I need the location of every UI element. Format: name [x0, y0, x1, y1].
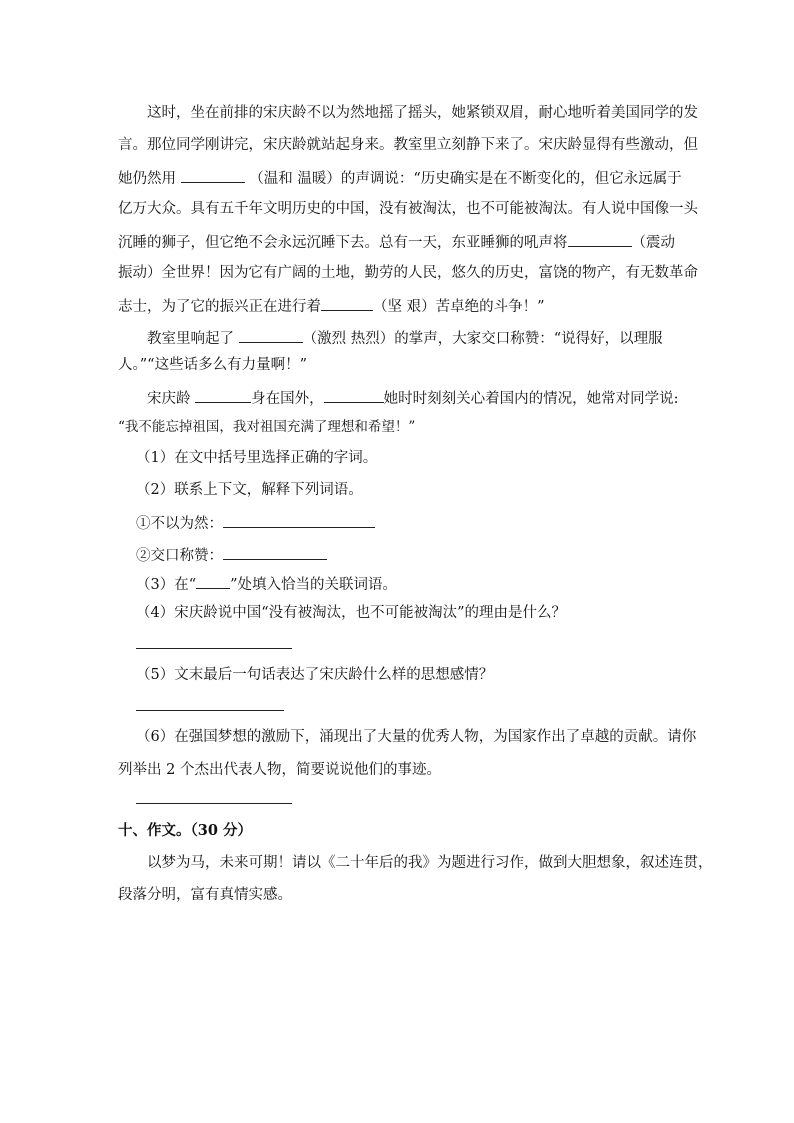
question-text: ②交口称赞：	[136, 548, 223, 564]
passage-text: （温和 温暖）的声调说：“历史确实是在不断变化的，但它永远属于	[249, 171, 682, 187]
passage-line-11: “我不能忘掉祖国，我对祖国充满了理想和希望！”	[118, 419, 416, 435]
fill-blank[interactable]	[195, 388, 251, 403]
passage-text: （震动	[631, 235, 675, 251]
question-2b	[136, 545, 327, 565]
question-2: （2）联系上下文，解释下列词语。	[136, 482, 363, 498]
passage-line-6: 振动）全世界！因为它有广阔的土地，勤劳的人民，悠久的历史，富饶的物产，有无数革命	[118, 265, 698, 281]
passage-text: 志士，为了它的振兴正在进行着	[118, 299, 321, 315]
answer-line-4[interactable]	[136, 648, 292, 649]
passage-text: （坚 艰）苦卓绝的斗争！”	[373, 299, 545, 315]
question-text: ①不以为然：	[136, 516, 223, 532]
passage-line-7	[118, 296, 545, 316]
answer-blank[interactable]	[223, 545, 327, 560]
answer-blank[interactable]	[223, 513, 375, 528]
fill-blank[interactable]	[321, 296, 373, 311]
question-6-line-1: （6）在强国梦想的激励下，涌现出了大量的优秀人物，为国家作出了卓越的贡献。请你	[136, 729, 697, 745]
passage-line-3	[118, 168, 682, 188]
passage-text: 沉睡的狮子，但它绝不会永远沉睡下去。总有一天，东亚睡狮的吼声将	[118, 235, 568, 251]
passage-line-5	[118, 232, 675, 252]
question-6-line-2: 列举出 2 个杰出代表人物，简要说说他们的事迹。	[118, 762, 441, 778]
fill-blank[interactable]	[239, 328, 303, 343]
question-text: （3）在“	[136, 577, 197, 593]
essay-prompt-line-1: 以梦为马，未来可期！请以《二十年后的我》为题进行习作，做到大胆想象，叙述连贯，	[147, 855, 713, 871]
question-1: （1）在文中括号里选择正确的字词。	[136, 450, 378, 466]
question-text: ”处填入恰当的关联词语。	[230, 577, 398, 593]
passage-line-8	[147, 328, 663, 348]
fill-blank[interactable]	[181, 168, 245, 183]
passage-line-2: 言。那位同学刚讲完，宋庆龄就站起身来。教室里立刻静下来了。宋庆龄显得有些激动，但	[118, 137, 698, 153]
passage-line-1: 这时，坐在前排的宋庆龄不以为然地摇了摇头，她紧锁双眉，耐心地听着美国同学的发	[147, 105, 698, 121]
passage-text: 她时时刻刻关心着国内的情况，她常对同学说:	[383, 391, 679, 407]
essay-heading: 十、作文。（30 分）	[118, 822, 252, 839]
passage-text: 教室里响起了	[147, 331, 234, 347]
essay-prompt-line-2: 段落分明，富有真情实感。	[118, 887, 292, 903]
fill-blank[interactable]	[324, 388, 384, 403]
passage-line-4: 亿万大众。具有五千年文明历史的中国，没有被淘汰，也不可能被淘汰。有人说中国像一头	[118, 201, 698, 217]
passage-text: 宋庆龄	[147, 391, 191, 407]
passage-line-10	[147, 388, 679, 408]
answer-blank[interactable]	[196, 574, 230, 589]
passage-text: （激烈 热烈）的掌声，大家交口称赞：“说得好，以理服	[302, 331, 663, 347]
question-4: （4）宋庆龄说中国“没有被淘汰，也不可能被淘汰”的理由是什么？	[136, 605, 567, 621]
answer-line-5[interactable]	[136, 710, 284, 711]
answer-line-6[interactable]	[136, 803, 292, 804]
question-5: （5）文末最后一句话表达了宋庆龄什么样的思想感情？	[136, 667, 494, 683]
question-3	[136, 574, 397, 594]
fill-blank[interactable]	[568, 232, 632, 247]
passage-line-9: 人。”“这些话多么有力量啊！”	[118, 357, 307, 373]
passage-text: 她仍然用	[118, 171, 176, 187]
passage-text: 身在国外，	[251, 391, 324, 407]
question-2a	[136, 513, 375, 533]
